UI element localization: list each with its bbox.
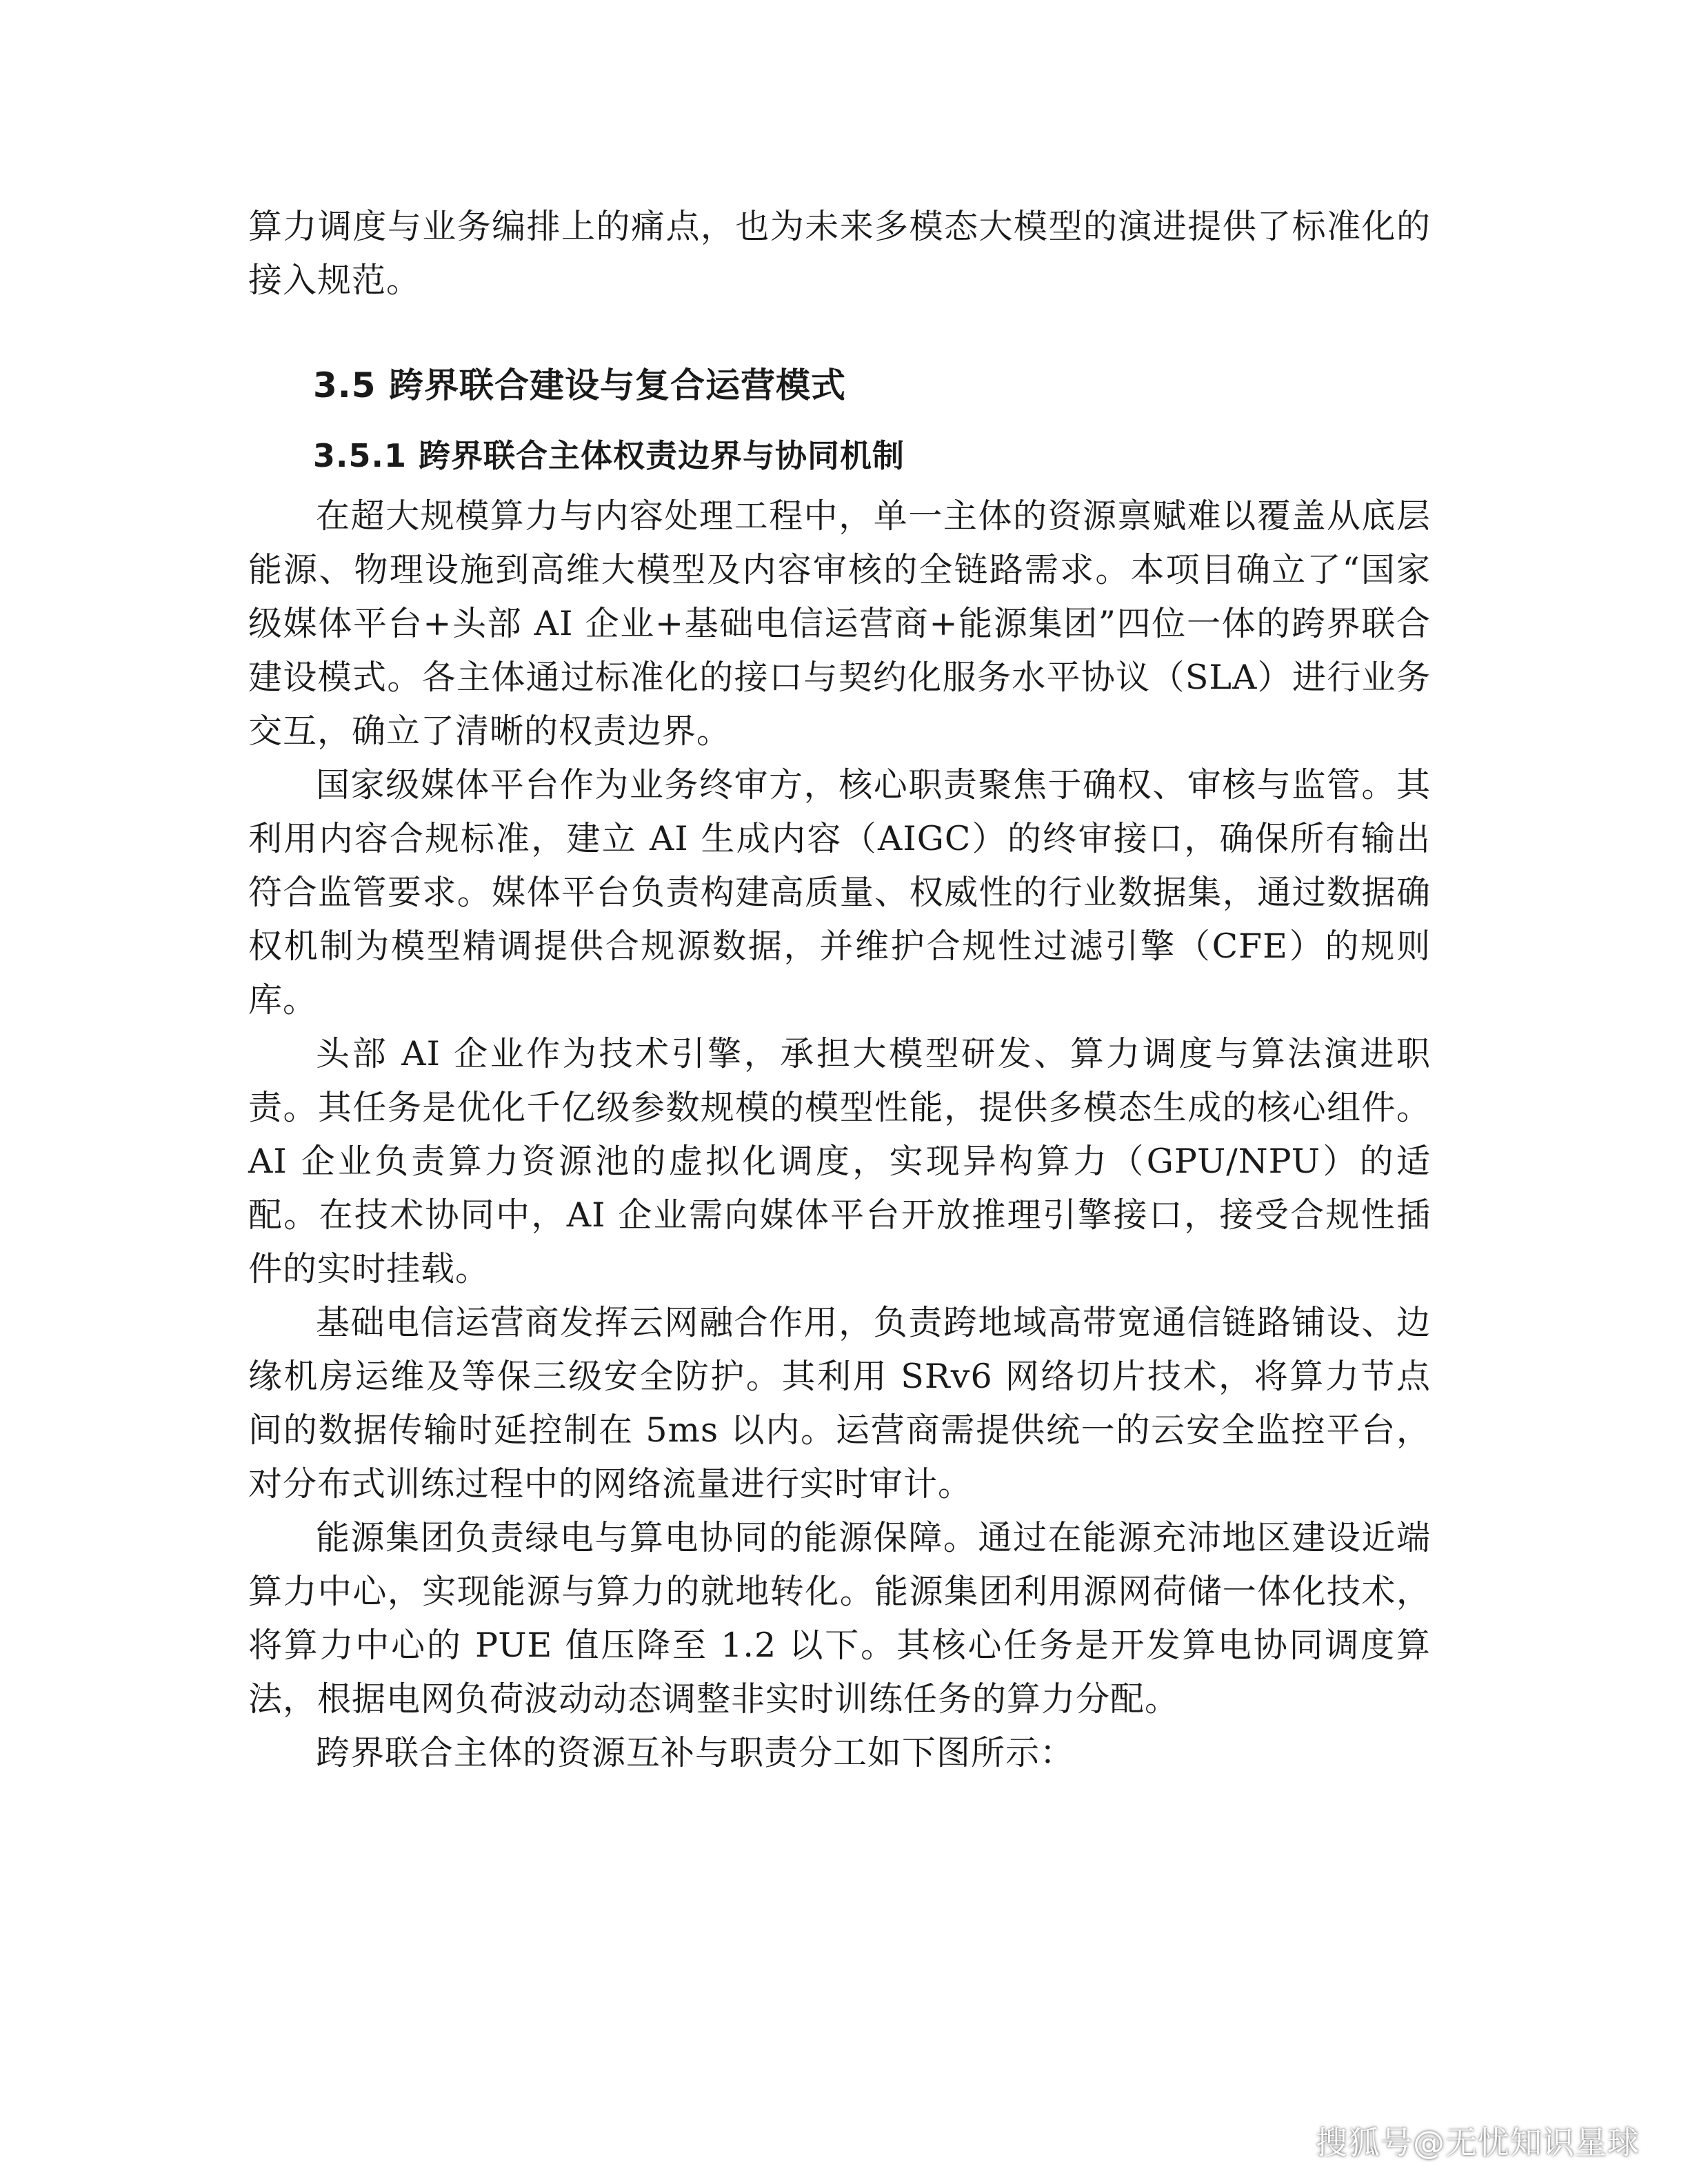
spacer <box>248 307 1431 361</box>
body-paragraph: 头部 AI 企业作为技术引擎，承担大模型研发、算力调度与算法演进职责。其任务是优化千亿级参数规模的模型性能，提供多模态生成的核心组件。AI 企业负责算力资源池的虚拟化调度，实现异构算力（GPU/NPU）的适配。在技术协同中，AI 企业需向媒体平台开放推理引擎接口，接受合规性插件的实时挂载。 <box>248 1034 1431 1288</box>
body-paragraph: 在超大规模算力与内容处理工程中，单一主体的资源禀赋难以覆盖从底层能源、物理设施到高维大模型及内容审核的全链路需求。本项目确立了“国家级媒体平台+头部 AI 企业+基础电信运营商+能源集团”四位一体的跨界联合建设模式。各主体通过标准化的接口与契约化服务水平协议（SLA）进行业务交互，确立了清晰的权责边界。 <box>248 496 1431 751</box>
watermark: 搜狐号@无忧知识星球 <box>1316 2124 1640 2161</box>
body-paragraph: 基础电信运营商发挥云网融合作用，负责跨地域高带宽通信链路铺设、边缘机房运维及等保三级安全防护。其利用 SRv6 网络切片技术，将算力节点间的数据传输时延控制在 5ms 以内。运营商需提供统一的云安全监控平台，对分布式训练过程中的网络流量进行实时审计。 <box>248 1303 1431 1504</box>
body-paragraph: 能源集团负责绿电与算电协同的能源保障。通过在能源充沛地区建设近端算力中心，实现能源与算力的就地转化。能源集团利用源网荷储一体化技术，将算力中心的 PUE 值压降至 1.2 以下。其核心任务是开发算电协同调度算法，根据电网负荷波动动态调整非实时训练任务的算力分配。 <box>248 1518 1431 1719</box>
spacer <box>248 478 1431 489</box>
intro-paragraph: 算力调度与业务编排上的痛点，也为未来多模态大模型的演进提供了标准化的接入规范。 <box>248 207 1431 300</box>
subsection-heading: 3.5.1 跨界联合主体权责边界与协同机制 <box>313 437 905 474</box>
section-heading: 3.5 跨界联合建设与复合运营模式 <box>313 365 846 405</box>
spacer <box>248 410 1431 433</box>
body-paragraph: 国家级媒体平台作为业务终审方，核心职责聚焦于确权、审核与监管。其利用内容合规标准，建立 AI 生成内容（AIGC）的终审接口，确保所有输出符合监管要求。媒体平台负责构建高质量、权威性的行业数据集，通过数据确权机制为模型精调提供合规源数据，并维护合规性过滤引擎（CFE）的规则库。 <box>248 765 1431 1020</box>
body-paragraph: 跨界联合主体的资源互补与职责分工如下图所示： <box>316 1733 1075 1772</box>
document-page <box>248 200 1431 1780</box>
